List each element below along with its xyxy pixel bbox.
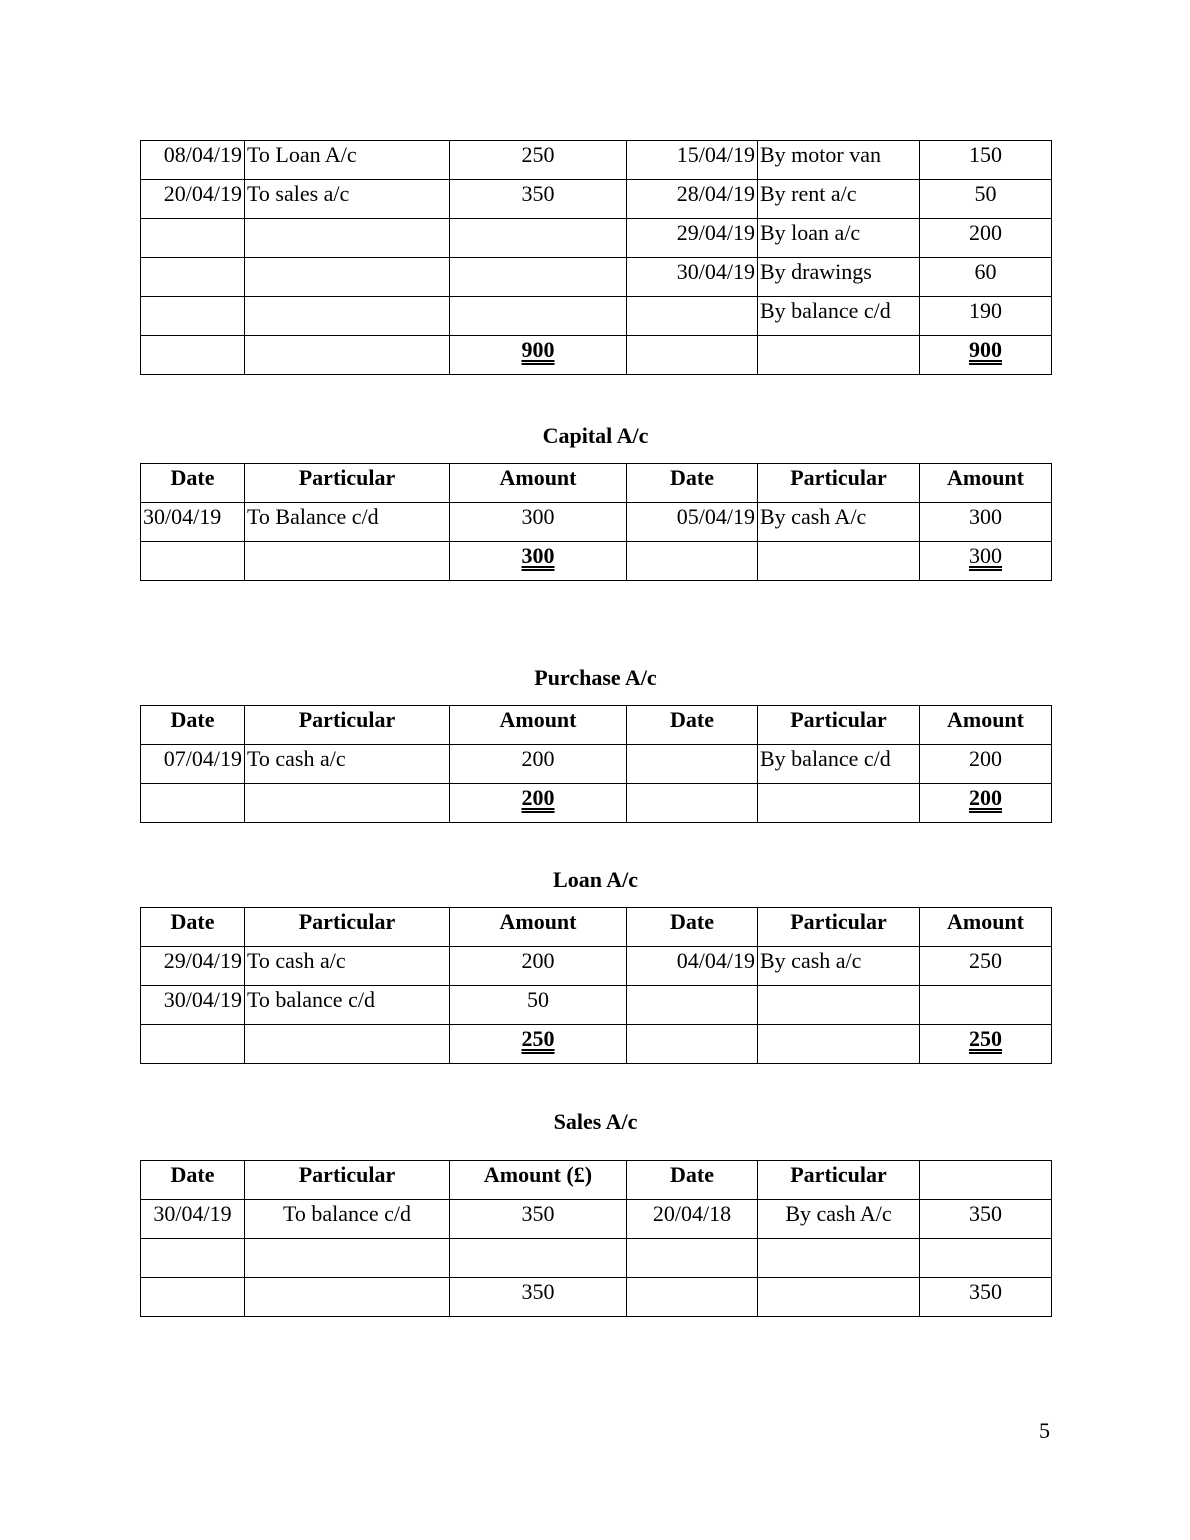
total-cell: [450, 784, 627, 823]
total-right: 250: [969, 1026, 1002, 1051]
date-cell: [141, 297, 245, 336]
total-cell: [920, 1025, 1052, 1064]
amount-cell: 300: [450, 503, 627, 542]
header-row: [141, 1161, 1052, 1200]
total-cell: [920, 542, 1052, 581]
date-cell: 20/04/18: [627, 1200, 758, 1239]
total-right: 300: [969, 543, 1002, 568]
date-cell: [141, 258, 245, 297]
amount-cell: 200: [450, 947, 627, 986]
empty-cell: [758, 784, 920, 823]
date-cell: 04/04/19: [627, 947, 758, 986]
header-particular: Particular: [758, 908, 920, 947]
amount-cell: 250: [920, 947, 1052, 986]
header-particular: Particular: [758, 706, 920, 745]
particular-cell: By cash A/c: [758, 1200, 920, 1239]
date-cell: 30/04/19: [141, 503, 245, 542]
empty-cell: [758, 336, 920, 375]
table-row: [141, 503, 1052, 542]
table-row: [141, 1200, 1052, 1239]
amount-cell: 50: [450, 986, 627, 1025]
header-date: Date: [141, 706, 245, 745]
date-cell: 30/04/19: [141, 986, 245, 1025]
table-row: [141, 141, 1052, 180]
date-cell: 28/04/19: [627, 180, 758, 219]
header-date: Date: [141, 908, 245, 947]
particular-cell: By rent a/c: [758, 180, 920, 219]
purchase-title: Purchase A/c: [534, 665, 657, 690]
total-cell: [450, 542, 627, 581]
particular-cell: By motor van: [758, 141, 920, 180]
amount-cell: 300: [920, 503, 1052, 542]
particular-cell: To sales a/c: [245, 180, 450, 219]
date-cell: 29/04/19: [627, 219, 758, 258]
particular-cell: By balance c/d: [758, 297, 920, 336]
header-date: Date: [627, 464, 758, 503]
amount-cell: 190: [920, 297, 1052, 336]
header-row: [141, 464, 1052, 503]
particular-cell: To Loan A/c: [245, 141, 450, 180]
date-cell: 15/04/19: [627, 141, 758, 180]
sales-title: Sales A/c: [553, 1109, 638, 1134]
amount-cell: [450, 258, 627, 297]
empty-cell: [245, 1278, 450, 1317]
empty-cell: [141, 784, 245, 823]
amount-cell: 200: [920, 219, 1052, 258]
cash-ledger-table: [140, 140, 1052, 375]
table-row: [141, 1239, 1052, 1278]
amount-cell: 200: [920, 745, 1052, 784]
particular-cell: [245, 219, 450, 258]
total-cell: [920, 336, 1052, 375]
empty-cell: [245, 784, 450, 823]
amount-cell: [920, 986, 1052, 1025]
empty-cell: [627, 1025, 758, 1064]
amount-cell: 200: [450, 745, 627, 784]
header-amount: Amount: [450, 706, 627, 745]
amount-cell: 50: [920, 180, 1052, 219]
empty-cell: [627, 336, 758, 375]
header-particular: Particular: [245, 464, 450, 503]
empty-cell: [758, 1025, 920, 1064]
total-left: 300: [521, 543, 555, 568]
particular-cell: [245, 258, 450, 297]
total-row: [141, 542, 1052, 581]
header-particular: Particular: [245, 706, 450, 745]
header-particular: Particular: [758, 1161, 920, 1200]
date-cell: 30/04/19: [141, 1200, 245, 1239]
particular-cell: By cash a/c: [758, 947, 920, 986]
date-cell: 30/04/19: [627, 258, 758, 297]
header-particular: Particular: [245, 1161, 450, 1200]
empty-cell: [245, 1239, 450, 1278]
amount-cell: 60: [920, 258, 1052, 297]
total-row: [141, 1278, 1052, 1317]
empty-cell: [450, 1239, 627, 1278]
table-row: [141, 986, 1052, 1025]
total-row: [141, 784, 1052, 823]
header-amount: Amount: [450, 464, 627, 503]
header-empty: [920, 1161, 1052, 1200]
total-right: 350: [920, 1278, 1052, 1317]
table-row: [141, 219, 1052, 258]
empty-cell: [141, 542, 245, 581]
header-date: Date: [627, 1161, 758, 1200]
header-amount: Amount: [920, 908, 1052, 947]
header-date: Date: [141, 464, 245, 503]
date-cell: [627, 745, 758, 784]
total-row: [141, 1025, 1052, 1064]
table-row: [141, 297, 1052, 336]
empty-cell: [627, 1278, 758, 1317]
total-left: 200: [521, 785, 555, 810]
total-right: 900: [969, 337, 1002, 362]
date-cell: 20/04/19: [141, 180, 245, 219]
sales-ledger-table: [140, 1160, 1052, 1317]
particular-cell: To cash a/c: [245, 745, 450, 784]
empty-cell: [141, 1239, 245, 1278]
date-cell: [627, 986, 758, 1025]
particular-cell: To cash a/c: [245, 947, 450, 986]
header-amount-gbp: Amount (£): [450, 1161, 627, 1200]
header-row: [141, 706, 1052, 745]
header-date: Date: [627, 908, 758, 947]
header-particular: Particular: [758, 464, 920, 503]
particular-cell: [758, 986, 920, 1025]
date-cell: 08/04/19: [141, 141, 245, 180]
amount-cell: 250: [450, 141, 627, 180]
empty-cell: [141, 1278, 245, 1317]
empty-cell: [141, 1025, 245, 1064]
table-row: [141, 180, 1052, 219]
particular-cell: By drawings: [758, 258, 920, 297]
particular-cell: To balance c/d: [245, 1200, 450, 1239]
amount-cell: 350: [450, 1200, 627, 1239]
date-cell: [627, 297, 758, 336]
particular-cell: To balance c/d: [245, 986, 450, 1025]
empty-cell: [920, 1239, 1052, 1278]
empty-cell: [758, 542, 920, 581]
empty-cell: [245, 1025, 450, 1064]
empty-cell: [141, 336, 245, 375]
total-row: [141, 336, 1052, 375]
purchase-ledger-table: [140, 705, 1052, 823]
header-amount: Amount: [920, 706, 1052, 745]
total-cell: [450, 336, 627, 375]
table-row: [141, 745, 1052, 784]
table-row: [141, 947, 1052, 986]
header-amount: Amount: [920, 464, 1052, 503]
header-date: Date: [141, 1161, 245, 1200]
empty-cell: [627, 784, 758, 823]
date-cell: 05/04/19: [627, 503, 758, 542]
header-amount: Amount: [450, 908, 627, 947]
particular-cell: To Balance c/d: [245, 503, 450, 542]
amount-cell: [450, 219, 627, 258]
date-cell: 29/04/19: [141, 947, 245, 986]
capital-title: Capital A/c: [542, 423, 649, 448]
particular-cell: By cash A/c: [758, 503, 920, 542]
amount-cell: [450, 297, 627, 336]
date-cell: [141, 219, 245, 258]
page-number: 5: [1039, 1418, 1050, 1443]
amount-cell: 350: [450, 180, 627, 219]
particular-cell: [245, 297, 450, 336]
amount-cell: 350: [920, 1200, 1052, 1239]
loan-ledger-table: [140, 907, 1052, 1064]
total-left: 900: [521, 337, 555, 362]
empty-cell: [758, 1278, 920, 1317]
total-cell: [920, 784, 1052, 823]
total-left: 350: [450, 1278, 627, 1317]
total-right: 200: [969, 785, 1002, 810]
empty-cell: [627, 1239, 758, 1278]
empty-cell: [245, 542, 450, 581]
particular-cell: By balance c/d: [758, 745, 920, 784]
empty-cell: [245, 336, 450, 375]
empty-cell: [758, 1239, 920, 1278]
date-cell: 07/04/19: [141, 745, 245, 784]
particular-cell: By loan a/c: [758, 219, 920, 258]
total-left: 250: [521, 1026, 555, 1051]
header-row: [141, 908, 1052, 947]
table-row: [141, 258, 1052, 297]
capital-ledger-table: [140, 463, 1052, 581]
total-cell: [450, 1025, 627, 1064]
amount-cell: 150: [920, 141, 1052, 180]
empty-cell: [627, 542, 758, 581]
header-date: Date: [627, 706, 758, 745]
loan-title: Loan A/c: [553, 867, 638, 892]
header-particular: Particular: [245, 908, 450, 947]
